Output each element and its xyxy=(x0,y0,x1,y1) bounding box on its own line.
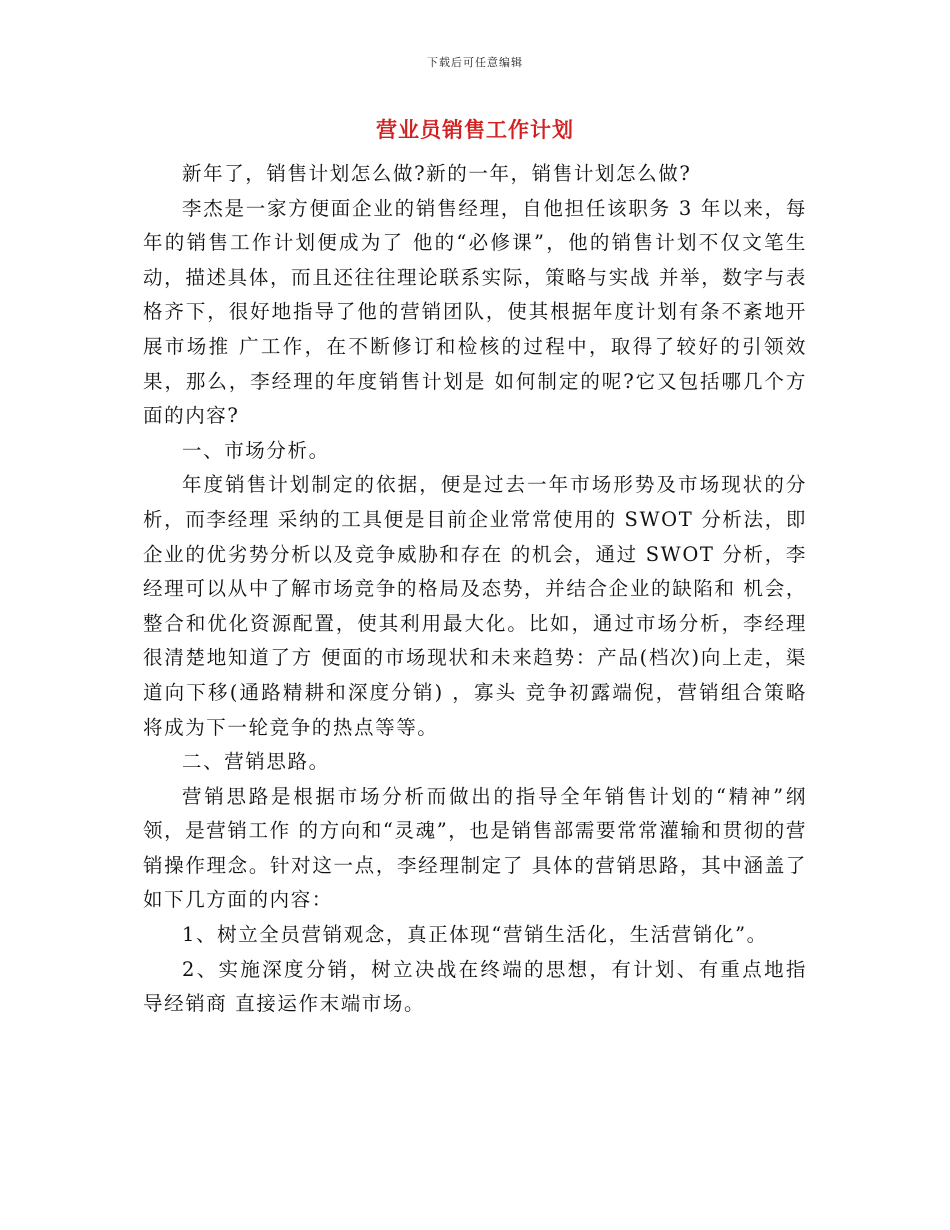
section-heading-market-analysis: 一、市场分析。 xyxy=(182,438,330,462)
paragraph-market-analysis: 年度销售计划制定的依据，便是过去一年市场形势及市场现状的分析，而李经理 采纳的工具便是目前企业常常使用的 SWOT 分析法，即企业的优劣势分析以及竞争威胁和存在 的机会，通过 SWOT 分析，李经理可以从中了解市场竞争的格局及态势，并结合企业的缺陷和 机会，整合和优化资源配置，使其利用最大化。比如，通过市场分析，李经理很清楚地知道了方 便面的市场现状和未来趋势：产品(档次)向上走，渠道向下移(通路精耕和深度分销) ，寡头 竞争初露端倪，营销组合策略将成为下一轮竞争的热点等等。 xyxy=(143,473,807,739)
list-item-1: 1、树立全员营销观念，真正体现“营销生活化，生活营销化”。 xyxy=(182,923,768,947)
section-heading-marketing-approach: 二、营销思路。 xyxy=(182,750,330,774)
list-item-2: 2、实施深度分销，树立决战在终端的思想，有计划、有重点地指导经销商 直接运作末端市场。 xyxy=(143,957,807,1016)
document-title: 营业员销售工作计划 xyxy=(376,117,574,142)
paragraph-background: 李杰是一家方便面企业的销售经理，自他担任该职务 3 年以来，每年的销售工作计划便成为了 他的“必修课”，他的销售计划不仅文笔生动，描述具体，而且还往往理论联系实际，策略与实战 并举，数字与表格齐下，很好地指导了他的营销团队，使其根据年度计划有条不紊地开展市场推 广工作，在不断修订和检核的过程中，取得了较好的引领效果，那么，李经理的年度销售计划是 如何制定的呢?它又包括哪几个方面的内容? xyxy=(143,196,807,428)
paragraph-marketing-approach: 营销思路是根据市场分析而做出的指导全年销售计划的“精神”纲领，是营销工作 的方向和“灵魂”，也是销售部需要常常灌输和贯彻的营销操作理念。针对这一点，李经理制定了 具体的营销思路，其中涵盖了如下几方面的内容： xyxy=(143,784,807,912)
document-body xyxy=(143,157,807,1022)
header-note: 下载后可任意编辑 xyxy=(427,56,523,69)
paragraph-intro: 新年了，销售计划怎么做?新的一年，销售计划怎么做? xyxy=(182,162,692,185)
